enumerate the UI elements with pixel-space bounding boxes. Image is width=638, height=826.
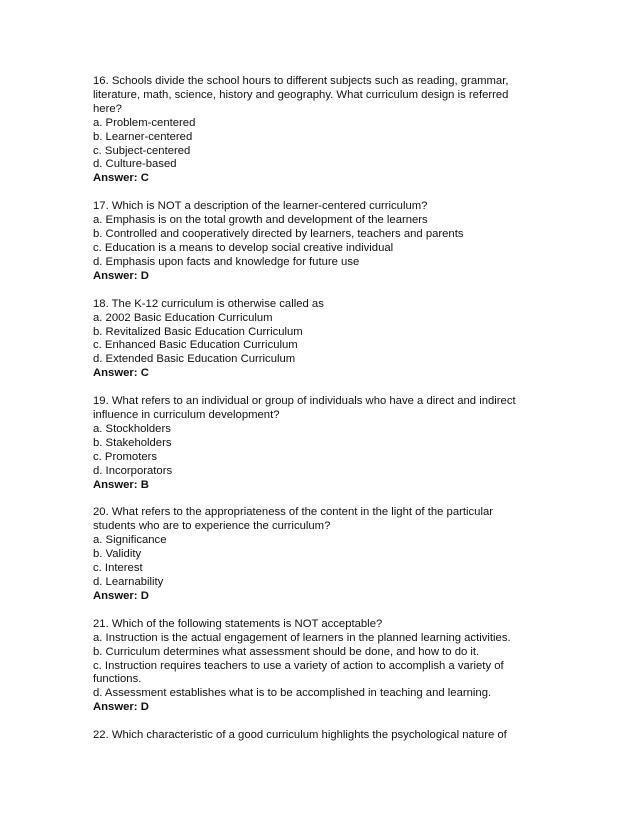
question-text-line: influence in curriculum development?: [93, 409, 280, 422]
question-text-line: 17. Which is NOT a description of the learner-centered curriculum?: [93, 200, 428, 213]
answer-option: b. Controlled and cooperatively directed by learners, teachers and parents: [93, 228, 464, 241]
answer-option: d. Emphasis upon facts and knowledge for future use: [93, 255, 360, 268]
question-text-line: here?: [93, 102, 122, 115]
answer-option: c. Education is a means to develop social creative individual: [93, 241, 394, 254]
question-17: [93, 200, 553, 283]
question-text-line: students who are to experience the curriculum?: [93, 520, 331, 533]
answer-option: d. Extended Basic Education Curriculum: [93, 353, 296, 366]
question-text-line: 19. What refers to an individual or group of individuals who have a direct and indirect: [93, 395, 516, 408]
question-text-line: 18. The K-12 curriculum is otherwise called as: [93, 297, 324, 310]
answer-option: a. Instruction is the actual engagement of learners in the planned learning activities.: [93, 631, 511, 644]
answer-option: d. Assessment establishes what is to be accomplished in teaching and learning.: [93, 687, 492, 700]
answer-key: Answer: B: [93, 478, 149, 491]
answer-option: a. Significance: [93, 534, 167, 547]
question-text-line: 22. Which characteristic of a good curriculum highlights the psychological nature of: [93, 729, 507, 742]
answer-key: Answer: D: [93, 701, 149, 714]
answer-option: a. 2002 Basic Education Curriculum: [93, 311, 273, 324]
question-text-line: 21. Which of the following statements is NOT acceptable?: [93, 617, 383, 630]
question-text-line: 16. Schools divide the school hours to different subjects such as reading, grammar,: [93, 75, 509, 87]
answer-key: Answer: D: [93, 589, 149, 602]
answer-option: c. Promoters: [93, 450, 158, 463]
question-18: [93, 298, 553, 381]
question-16: [93, 75, 553, 186]
question-22: [93, 729, 553, 743]
answer-option: functions.: [93, 673, 142, 686]
answer-option: c. Instruction requires teachers to use a variety of action to accomplish a variety of: [93, 659, 504, 672]
answer-option: c. Interest: [93, 562, 143, 575]
question-21: [93, 618, 553, 715]
question-text-line: 20. What refers to the appropriateness of the content in the light of the particular: [93, 506, 494, 519]
answer-option: b. Curriculum determines what assessment should be done, and how to do it.: [93, 645, 480, 658]
question-19: [93, 395, 553, 492]
answer-option: a. Stockholders: [93, 422, 171, 435]
answer-option: a. Emphasis is on the total growth and development of the learners: [93, 214, 428, 227]
answer-option: b. Validity: [93, 548, 142, 561]
question-20: [93, 506, 553, 603]
answer-option: c. Subject-centered: [93, 144, 191, 157]
answer-option: b. Stakeholders: [93, 436, 172, 449]
document-page: [93, 75, 553, 757]
answer-option: b. Learner-centered: [93, 130, 193, 143]
answer-option: d. Incorporators: [93, 464, 173, 477]
question-text-line: literature, math, science, history and geography. What curriculum design is referred: [93, 88, 509, 101]
answer-option: a. Problem-centered: [93, 116, 196, 129]
answer-option: c. Enhanced Basic Education Curriculum: [93, 339, 298, 352]
answer-key: Answer: D: [93, 269, 149, 282]
answer-option: d. Learnability: [93, 576, 164, 588]
answer-key: Answer: C: [93, 172, 149, 185]
answer-option: d. Culture-based: [93, 158, 177, 171]
answer-key: Answer: C: [93, 367, 149, 380]
answer-option: b. Revitalized Basic Education Curriculum: [93, 325, 303, 338]
